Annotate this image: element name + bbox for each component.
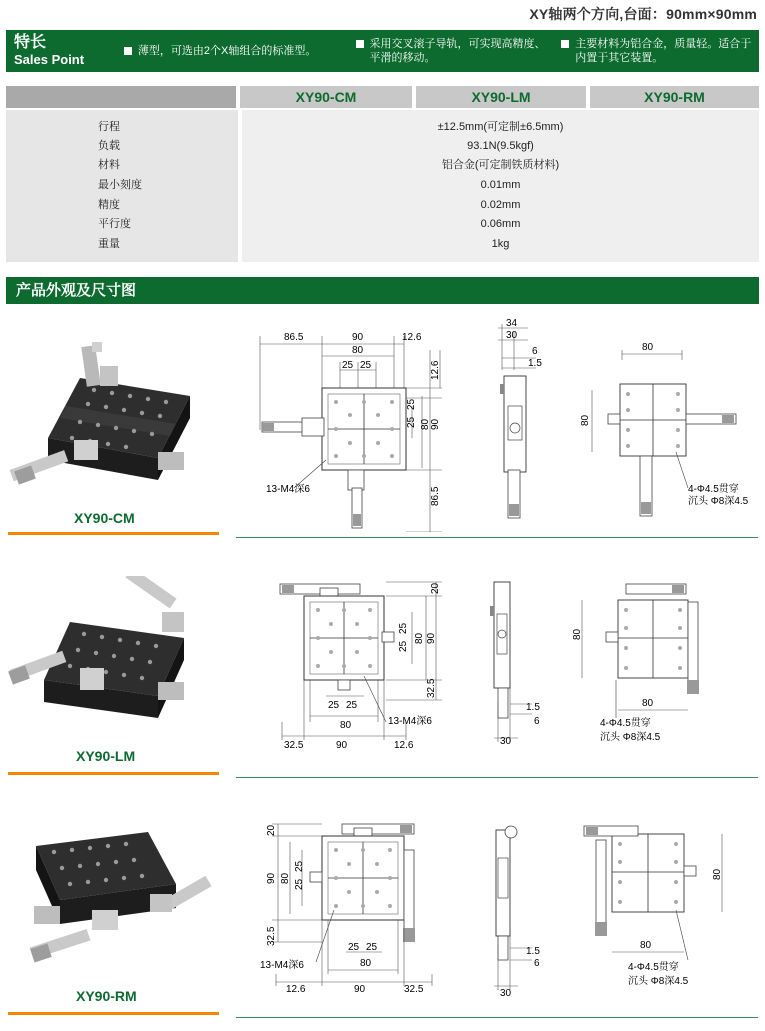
section-title: 产品外观及尺寸图 <box>6 277 759 304</box>
sales-point-1: 薄型，可选由2个X轴组合的标准型。 <box>124 44 356 58</box>
sales-point-3: 主要材料为铝合金，质量轻。适合于内置于其它装置。 <box>561 37 759 65</box>
model-underline <box>8 532 219 535</box>
col-xy90-lm: XY90-LM <box>416 86 586 108</box>
svg-text:12.6: 12.6 <box>286 984 306 995</box>
svg-text:4-Φ4.5贯穿: 4-Φ4.5贯穿 <box>628 962 679 973</box>
svg-text:1.5: 1.5 <box>526 702 540 713</box>
svg-text:25: 25 <box>346 700 358 711</box>
svg-text:6: 6 <box>534 958 540 969</box>
col-xy90-cm: XY90-CM <box>240 86 412 108</box>
svg-text:25: 25 <box>406 398 417 410</box>
svg-text:80: 80 <box>572 628 583 640</box>
svg-text:25: 25 <box>360 360 372 371</box>
spec-row-material: 材料 铝合金(可定制铁质材料) <box>98 159 560 171</box>
svg-text:30: 30 <box>500 736 512 747</box>
model-label-xy90-rm: XY90-RM <box>76 988 137 1004</box>
model-label-xy90-cm: XY90-CM <box>74 510 135 526</box>
svg-text:80: 80 <box>340 720 352 731</box>
svg-text:20: 20 <box>430 582 441 594</box>
page-title: XY轴两个方向,台面：90mm×90mm <box>529 6 757 22</box>
svg-text:4-Φ4.5贯穿: 4-Φ4.5贯穿 <box>600 718 651 729</box>
svg-text:12.6: 12.6 <box>402 332 422 343</box>
sales-point-bar <box>6 30 759 72</box>
svg-text:30: 30 <box>506 330 518 341</box>
svg-text:80: 80 <box>280 872 291 884</box>
svg-text:30: 30 <box>500 988 512 999</box>
svg-text:86.5: 86.5 <box>430 486 441 506</box>
svg-text:沉头 Φ8深4.5: 沉头 Φ8深4.5 <box>600 732 661 743</box>
dimension-drawing-xy90-lm <box>236 572 758 772</box>
svg-text:12.6: 12.6 <box>430 360 441 380</box>
dimension-drawing-xy90-rm <box>236 810 758 1020</box>
dimension-drawing-xy90-cm <box>236 310 758 532</box>
svg-text:1.5: 1.5 <box>526 946 540 957</box>
spec-row-load: 负载 93.1N(9.5kgf) <box>98 140 534 152</box>
svg-text:90: 90 <box>426 632 437 644</box>
sales-title-en: Sales Point <box>14 52 85 67</box>
svg-text:13-M4深6: 13-M4深6 <box>266 484 310 495</box>
svg-text:80: 80 <box>640 940 652 951</box>
spec-table-header <box>6 86 759 108</box>
svg-text:80: 80 <box>642 342 654 353</box>
svg-text:32.5: 32.5 <box>266 926 277 946</box>
svg-text:4-Φ4.5贯穿: 4-Φ4.5贯穿 <box>688 484 739 495</box>
svg-text:12.6: 12.6 <box>394 740 414 751</box>
svg-text:34: 34 <box>506 318 518 329</box>
svg-text:25: 25 <box>366 942 378 953</box>
svg-text:13-M4深6: 13-M4深6 <box>260 960 304 971</box>
svg-text:沉头 Φ8深4.5: 沉头 Φ8深4.5 <box>688 496 749 507</box>
svg-text:86.5: 86.5 <box>284 332 304 343</box>
svg-text:80: 80 <box>360 958 372 969</box>
svg-text:25: 25 <box>342 360 354 371</box>
svg-text:25: 25 <box>294 860 305 872</box>
spec-row-parallelism: 平行度 0.06mm <box>98 218 521 230</box>
product-photo-xy90-lm <box>8 576 218 736</box>
spec-table-body <box>6 110 759 262</box>
sales-title-cn: 特长 <box>14 34 47 51</box>
svg-text:25: 25 <box>398 640 409 652</box>
model-underline <box>8 772 219 775</box>
sales-point-title <box>6 34 110 68</box>
svg-text:6: 6 <box>534 716 540 727</box>
svg-text:80: 80 <box>642 698 654 709</box>
svg-text:沉头 Φ8深4.5: 沉头 Φ8深4.5 <box>628 976 689 987</box>
svg-text:80: 80 <box>580 414 591 426</box>
svg-text:25: 25 <box>348 942 360 953</box>
svg-text:32.5: 32.5 <box>426 678 437 698</box>
svg-text:20: 20 <box>266 824 277 836</box>
spec-row-min-scale: 最小刻度 0.01mm <box>98 179 521 191</box>
svg-text:80: 80 <box>420 418 431 430</box>
svg-text:13-M4深6: 13-M4深6 <box>388 716 432 727</box>
svg-text:90: 90 <box>352 332 364 343</box>
spec-row-weight: 重量 1kg <box>98 238 510 250</box>
section-divider <box>236 777 758 778</box>
svg-text:90: 90 <box>354 984 366 995</box>
svg-text:90: 90 <box>430 418 441 430</box>
svg-text:25: 25 <box>406 416 417 428</box>
sales-point-2: 采用交叉滚子导轨，可实现高精度、平滑的移动。 <box>356 37 562 65</box>
svg-text:1.5: 1.5 <box>528 358 542 369</box>
svg-text:90: 90 <box>336 740 348 751</box>
svg-text:80: 80 <box>712 868 723 880</box>
svg-text:32.5: 32.5 <box>284 740 304 751</box>
svg-text:25: 25 <box>294 878 305 890</box>
svg-text:80: 80 <box>414 632 425 644</box>
col-xy90-rm: XY90-RM <box>590 86 759 108</box>
svg-text:90: 90 <box>266 872 277 884</box>
section-divider <box>236 1017 758 1018</box>
spec-row-accuracy: 精度 0.02mm <box>98 199 521 211</box>
product-photo-xy90-cm <box>8 340 218 510</box>
product-photo-xy90-rm <box>8 810 218 980</box>
spec-row-stroke: 行程 ±12.5mm(可定制±6.5mm) <box>98 121 564 133</box>
svg-text:80: 80 <box>352 345 364 356</box>
svg-text:32.5: 32.5 <box>404 984 424 995</box>
model-label-xy90-lm: XY90-LM <box>76 748 136 764</box>
section-divider <box>236 537 758 538</box>
svg-text:25: 25 <box>328 700 340 711</box>
model-underline <box>8 1012 219 1015</box>
svg-text:6: 6 <box>532 346 538 357</box>
svg-text:25: 25 <box>398 622 409 634</box>
